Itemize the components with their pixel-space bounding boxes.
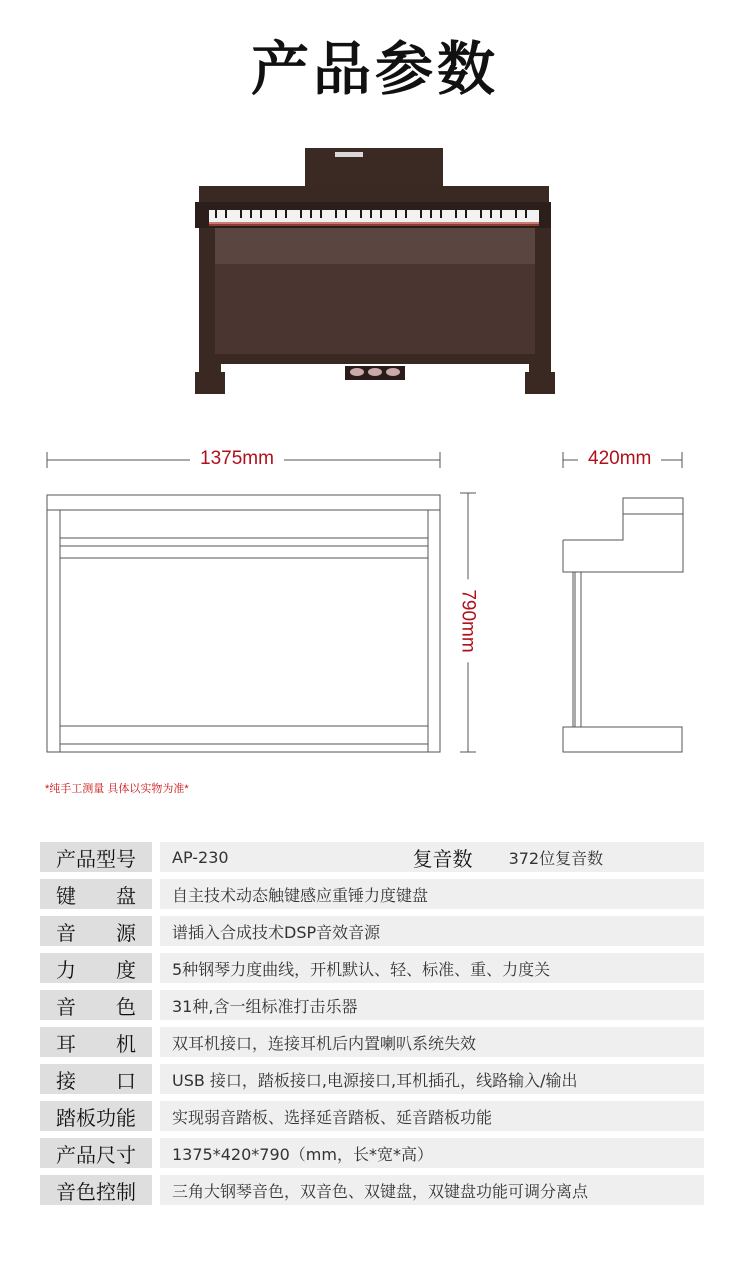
- spec-value: 实现弱音踏板、选择延音踏板、延音踏板功能: [160, 1101, 704, 1131]
- piano-image: [185, 140, 565, 400]
- spec-row: [40, 1064, 704, 1094]
- spec-key-char: 音: [56, 994, 76, 1019]
- spec-value: 三角大钢琴音色，双音色、双键盘，双键盘功能可调分离点: [160, 1175, 704, 1205]
- spec-key-char: 源: [116, 920, 136, 945]
- spec-row-pedal: [40, 1101, 704, 1131]
- spec-key: 踏板功能: [40, 1101, 152, 1131]
- depth-dimension: 420mm: [578, 448, 661, 470]
- dimension-drawings: [0, 440, 750, 780]
- spec-row: [40, 1027, 704, 1057]
- spec-key-char: 力: [56, 957, 76, 982]
- spec-row-model: [40, 842, 704, 872]
- spec-value: 1375*420*790（mm，长*宽*高）: [160, 1138, 704, 1168]
- spec-key-char: 口: [116, 1068, 136, 1093]
- spec-table: [40, 842, 704, 1212]
- spec-value-polyphony: 372位复音数: [508, 848, 604, 868]
- spec-key-char: 耳: [56, 1031, 76, 1056]
- spec-key: 产品尺寸: [40, 1138, 152, 1168]
- spec-value: 31种,含一组标准打击乐器: [160, 990, 704, 1020]
- spec-row: [40, 990, 704, 1020]
- width-dimension: 1375mm: [190, 448, 284, 470]
- spec-key: 音色控制: [40, 1175, 152, 1205]
- spec-key-char: 色: [116, 994, 136, 1019]
- spec-value: 自主技术动态触键感应重锤力度键盘: [160, 879, 704, 909]
- spec-value: AP-230: [172, 847, 229, 867]
- spec-key-char: 盘: [116, 883, 136, 908]
- page-title: 产品参数: [250, 35, 499, 103]
- spec-value: 谱插入合成技术DSP音效音源: [160, 916, 704, 946]
- spec-key-char: 键: [56, 883, 76, 908]
- spec-key-char: 机: [116, 1031, 136, 1056]
- spec-row-tone: [40, 1175, 704, 1205]
- spec-value: 5种钢琴力度曲线，开机默认、轻、标准、重、力度关: [160, 953, 704, 983]
- spec-row: [40, 953, 704, 983]
- spec-row: [40, 916, 704, 946]
- height-dimension: 790mm: [457, 579, 479, 662]
- measurement-note: *纯手工测量 具体以实物为准*: [45, 783, 189, 795]
- spec-key-char: 接: [56, 1068, 76, 1093]
- spec-row: [40, 879, 704, 909]
- spec-key-polyphony: 复音数: [412, 846, 473, 871]
- spec-key-char: 音: [56, 920, 76, 945]
- spec-key: 产品型号: [40, 842, 152, 872]
- spec-row-size: [40, 1138, 704, 1168]
- spec-value: USB 接口，踏板接口,电源接口,耳机插孔，线路输入/输出: [160, 1064, 704, 1094]
- spec-key-char: 度: [116, 957, 136, 982]
- spec-value: 双耳机接口，连接耳机后内置喇叭系统失效: [160, 1027, 704, 1057]
